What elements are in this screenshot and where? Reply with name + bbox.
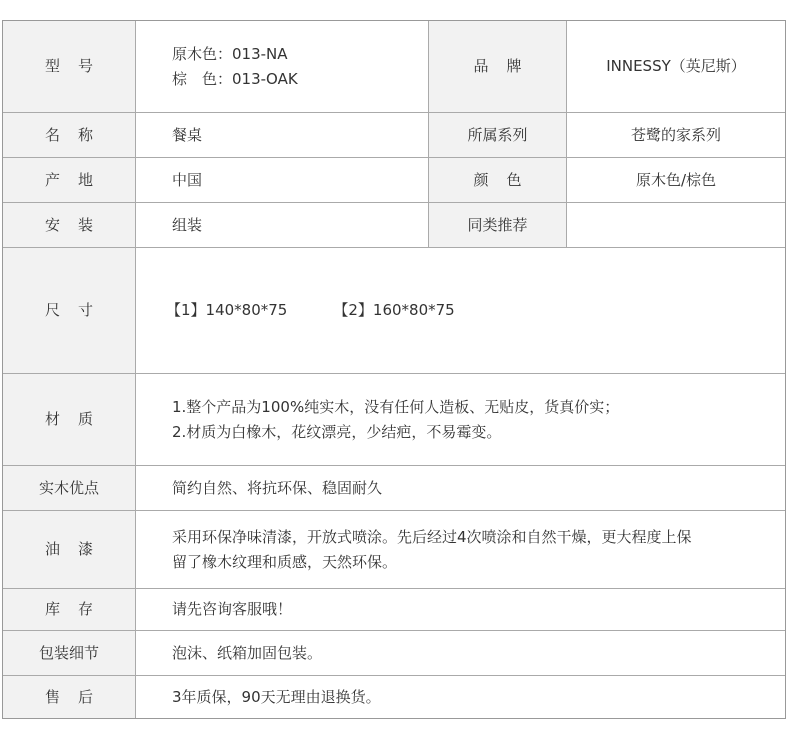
- spec-label-origin: 产地: [3, 158, 136, 202]
- spec-label-packing: 包装细节: [3, 631, 136, 675]
- spec-row-material: [3, 373, 785, 465]
- product-spec-table: [2, 20, 786, 719]
- spec-value-origin: 中国: [136, 158, 429, 202]
- model-code-oak: 棕 色：013-OAK: [172, 69, 298, 88]
- paint-line-1: 采用环保净味清漆，开放式喷涂。先后经过4次喷涂和自然干燥，更大程度上保: [172, 527, 692, 546]
- spec-value-aftersale: 3年质保，90天无理由退换货。: [136, 676, 785, 718]
- spec-value-material: [136, 374, 785, 465]
- spec-value-install: 组装: [136, 203, 429, 247]
- spec-value-similar: [567, 203, 785, 247]
- spec-value-advantage: 简约自然、将抗环保、稳固耐久: [136, 466, 785, 510]
- size-option-1: 【1】140*80*75: [166, 301, 288, 319]
- spec-row-aftersale: [3, 675, 785, 718]
- material-line-2: 2.材质为白橡木，花纹漂亮，少结疤，不易霉变。: [172, 422, 502, 441]
- spec-label-model: 型号: [3, 21, 136, 112]
- spec-value-packing: 泡沫、纸箱加固包装。: [136, 631, 785, 675]
- spec-row-size: [3, 247, 785, 373]
- spec-value-stock: 请先咨询客服哦！: [136, 589, 785, 630]
- spec-label-name: 名称: [3, 113, 136, 157]
- spec-row-packing: [3, 630, 785, 675]
- spec-row-origin: [3, 157, 785, 202]
- spec-row-paint: [3, 510, 785, 588]
- spec-label-aftersale: 售后: [3, 676, 136, 718]
- spec-value-size: [136, 248, 785, 373]
- spec-row-name: [3, 112, 785, 157]
- spec-value-brand: INNESSY（英尼斯）: [567, 21, 785, 112]
- spec-label-paint: 油漆: [3, 511, 136, 588]
- model-code-natural: 原木色：013-NA: [172, 44, 288, 63]
- spec-row-stock: [3, 588, 785, 630]
- spec-label-color: 颜色: [429, 158, 567, 202]
- spec-row-install: [3, 202, 785, 247]
- spec-label-brand: 品牌: [429, 21, 567, 112]
- spec-value-name: 餐桌: [136, 113, 429, 157]
- spec-label-series: 所属系列: [429, 113, 567, 157]
- size-option-2: 【2】160*80*75: [333, 301, 455, 319]
- spec-label-material: 材质: [3, 374, 136, 465]
- spec-value-color: 原木色/棕色: [567, 158, 785, 202]
- paint-line-2: 留了橡木纹理和质感，天然环保。: [172, 552, 398, 571]
- spec-label-install: 安装: [3, 203, 136, 247]
- material-line-1: 1.整个产品为100%纯实木，没有任何人造板、无贴皮，货真价实；: [172, 397, 620, 416]
- spec-value-paint: [136, 511, 785, 588]
- spec-label-advantage: 实木优点: [3, 466, 136, 510]
- spec-value-series: 苍鹭的家系列: [567, 113, 785, 157]
- spec-label-size: 尺寸: [3, 248, 136, 373]
- spec-label-similar: 同类推荐: [429, 203, 567, 247]
- spec-label-stock: 库存: [3, 589, 136, 630]
- spec-row-model: [3, 21, 785, 112]
- spec-value-model: [136, 21, 429, 112]
- spec-row-advantage: [3, 465, 785, 510]
